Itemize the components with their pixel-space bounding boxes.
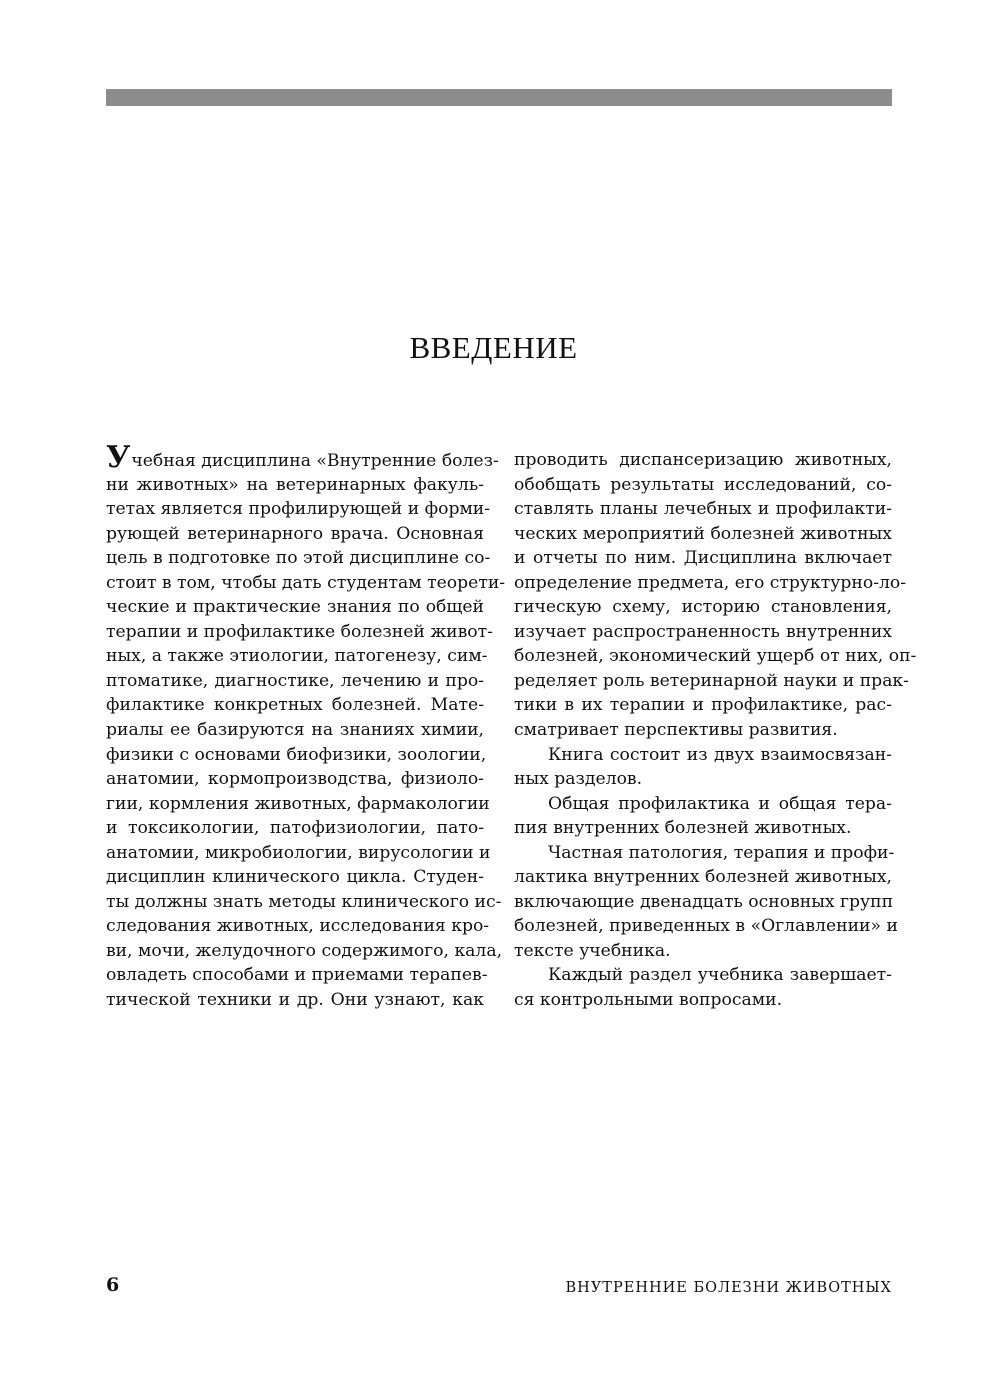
text-line: тики в их терапии и профилактике, рас- [514, 695, 892, 716]
body-column-right [514, 448, 917, 1013]
text-line: риалы ее базируются на знаниях химии, [106, 720, 484, 741]
text-line: ви, мочи, желудочного содержимого, кала, [106, 940, 503, 961]
text-line: ты должны знать методы клинического ис- [106, 891, 502, 912]
text-line: Книга состоит из двух взаимосвязан- [548, 744, 892, 765]
text-line: тетах является профилирующей и форми- [106, 499, 491, 520]
text-line: пия внутренних болезней животных. [514, 818, 852, 839]
text-line: изучает распространенность внутренних [514, 621, 892, 642]
text-line: стоит в том, чтобы дать студентам теорети- [106, 572, 506, 593]
text-line: птоматике, диагностике, лечению и про- [106, 670, 484, 691]
header-rule [106, 89, 892, 106]
text-line: определение предмета, его структурно-ло- [514, 572, 907, 593]
text-line: ни животных» на ветеринарных факуль- [106, 474, 484, 495]
text-line: ся контрольными вопросами. [514, 990, 783, 1011]
text-line: и токсикологии, патофизиологии, пато- [106, 818, 484, 839]
text-line: дисциплин клинического цикла. Студен- [106, 867, 484, 888]
text-line: ческих мероприятий болезней животных [514, 523, 892, 544]
text-line: тексте учебника. [514, 940, 671, 961]
page-number: 6 [106, 1274, 120, 1296]
text-line: филактике конкретных болезней. Мате- [106, 695, 484, 716]
text-line: ных, а также этиологии, патогенезу, сим- [106, 646, 488, 667]
text-line: Каждый раздел учебника завершает- [548, 965, 892, 986]
text-line: болезней, приведенных в «Оглавлении» и [514, 916, 898, 937]
text-line: включающие двенадцать основных групп [514, 891, 894, 912]
text-line: лактика внутренних болезней животных, [514, 867, 892, 888]
text-line: гическую схему, историю становления, [514, 597, 892, 618]
text-line: проводить диспансеризацию животных, [514, 450, 892, 470]
text-line: терапии и профилактике болезней живот- [106, 621, 493, 642]
text-line: Общая профилактика и общая тера- [548, 793, 892, 814]
text-line: анатомии, микробиологии, вирусологии и [106, 842, 491, 863]
text-line: ределяет роль ветеринарной науки и прак- [514, 670, 909, 691]
text-line: Частная патология, терапия и профи- [548, 842, 895, 863]
text-line: рующей ветеринарного врача. Основная [106, 523, 484, 544]
text-line: тической техники и др. Они узнают, как [106, 990, 484, 1011]
text-line: ных разделов. [514, 769, 643, 790]
text-line: следования животных, исследования кро- [106, 916, 490, 937]
text-line: Учебная дисциплина «Внутренние болез- [106, 440, 499, 475]
text-line: цель в подготовке по этой дисциплине со- [106, 548, 491, 569]
text-line: овладеть способами и приемами терапев- [106, 965, 488, 986]
running-title: ВНУТРЕННИЕ БОЛЕЗНИ ЖИВОТНЫХ [565, 1280, 892, 1296]
text-line: ставлять планы лечебных и профилакти- [514, 499, 892, 520]
body-column-left [106, 440, 506, 1013]
text-line: ческие и практические знания по общей [106, 597, 484, 618]
text-line: сматривает перспективы развития. [514, 720, 838, 741]
text-line: гии, кормления животных, фармакологии [106, 793, 490, 814]
text-line: болезней, экономический ущерб от них, оп- [514, 646, 917, 667]
text-line: обобщать результаты исследований, со- [514, 474, 892, 495]
text-line: анатомии, кормопроизводства, физиоло- [106, 769, 484, 790]
text-line: физики с основами биофизики, зоологии, [106, 744, 487, 765]
chapter-title: ВВЕДЕНИЕ [409, 330, 578, 365]
drop-cap: У [106, 440, 131, 475]
text-line: и отчеты по ним. Дисциплина включает [514, 548, 892, 569]
